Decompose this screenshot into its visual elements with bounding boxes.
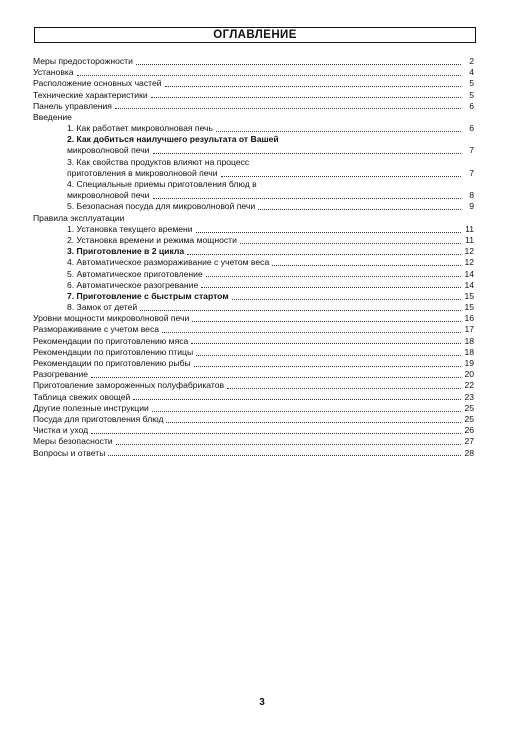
dot-leader — [206, 276, 461, 277]
toc-entry — [33, 280, 474, 291]
toc-entry — [33, 224, 474, 235]
toc-entry-label: 1. Установка текущего времени — [67, 223, 193, 234]
table-of-contents — [33, 56, 474, 459]
dot-leader — [136, 64, 461, 65]
dot-leader — [196, 355, 461, 356]
toc-entry — [33, 112, 474, 123]
toc-entry — [33, 90, 474, 101]
dot-leader — [192, 321, 461, 322]
toc-entry-label: Расположение основных частей — [33, 78, 162, 89]
toc-entry-page: 25 — [464, 413, 474, 424]
toc-entry-page: 6 — [469, 123, 474, 134]
toc-entry — [33, 392, 474, 403]
toc-entry-label: 1. Как работает микроволновая печь — [67, 123, 214, 134]
toc-entry-label: Меры предосторожности — [33, 55, 133, 66]
toc-entry-page: 14 — [464, 279, 474, 290]
toc-entry-label: Чистка и уход — [33, 425, 89, 436]
toc-entry-label: 3. Как свойства продуктов влияют на процесс — [67, 156, 250, 167]
toc-entry-page: 4 — [469, 67, 474, 78]
toc-entry — [33, 67, 474, 78]
toc-entry — [33, 336, 474, 347]
toc-entry — [33, 369, 474, 380]
toc-entry — [33, 179, 474, 190]
dot-leader — [162, 332, 461, 333]
dot-leader — [240, 243, 461, 244]
dot-leader — [221, 176, 461, 177]
page-number: 3 — [259, 697, 265, 708]
toc-entry — [33, 134, 474, 145]
dot-leader — [152, 411, 461, 412]
dot-leader — [201, 287, 461, 288]
toc-entry — [33, 123, 474, 134]
toc-entry-page: 7 — [469, 167, 474, 178]
toc-entry-page: 16 — [464, 313, 474, 324]
dot-leader — [153, 153, 462, 154]
toc-entry-label: Меры безопасности — [33, 436, 113, 447]
toc-entry-page: 5 — [469, 89, 474, 100]
toc-entry — [33, 313, 474, 324]
toc-entry — [33, 101, 474, 112]
toc-entry-label: микроволновой печи — [67, 145, 150, 156]
dot-leader — [91, 377, 461, 378]
toc-entry-page: 14 — [464, 268, 474, 279]
toc-entry-label: Установка — [33, 67, 74, 78]
toc-entry-label: Уровни мощности микроволновой печи — [33, 313, 190, 324]
toc-entry-label: 4. Автоматическое размораживание с учетом веса — [67, 257, 270, 268]
toc-entry-label: Другие полезные инструкции — [33, 402, 149, 413]
toc-entry-label: 5. Автоматическое приготовление — [67, 268, 203, 279]
toc-entry-label: Рекомендации по приготовлению мяса — [33, 335, 189, 346]
toc-entry — [33, 78, 474, 89]
toc-entry-page: 12 — [464, 257, 474, 268]
toc-entry-label: Рекомендации по приготовлению рыбы — [33, 358, 191, 369]
toc-entry-label: Приготовление замороженных полуфабрикатов — [33, 380, 225, 391]
dot-leader — [115, 108, 461, 109]
toc-entry-page: 8 — [469, 190, 474, 201]
toc-entry-label: 2. Установка времени и режима мощности — [67, 234, 237, 245]
toc-entry — [33, 269, 474, 280]
toc-entry — [33, 302, 474, 313]
toc-entry-page: 28 — [464, 447, 474, 458]
dot-leader — [196, 232, 461, 233]
toc-entry — [33, 157, 474, 168]
toc-entry-label: микроволновой печи — [67, 190, 150, 201]
toc-entry-page: 12 — [464, 246, 474, 257]
toc-entry — [33, 358, 474, 369]
toc-entry-label: Разогревание — [33, 369, 89, 380]
toc-entry-label: приготовления в микроволновой печи — [67, 167, 218, 178]
toc-entry-label: 8. Замок от детей — [67, 302, 138, 313]
dot-leader — [194, 366, 461, 367]
toc-entry-page: 20 — [464, 369, 474, 380]
toc-entry-page: 7 — [469, 145, 474, 156]
toc-entry-label: Технические характеристики — [33, 89, 148, 100]
toc-entry — [33, 403, 474, 414]
dot-leader — [116, 444, 461, 445]
dot-leader — [77, 75, 461, 76]
toc-entry-page: 27 — [464, 436, 474, 447]
toc-entry-page: 22 — [464, 380, 474, 391]
toc-entry — [33, 190, 474, 201]
toc-entry-label: 7. Приготовление с быстрым стартом — [67, 290, 229, 301]
toc-entry — [33, 291, 474, 302]
toc-entry — [33, 146, 474, 157]
toc-entry-label: Вопросы и ответы — [33, 447, 106, 458]
dot-leader — [232, 299, 461, 300]
toc-entry-page: 5 — [469, 78, 474, 89]
toc-entry-label: Таблица свежих овощей — [33, 391, 131, 402]
dot-leader — [187, 254, 461, 255]
dot-leader — [272, 265, 461, 266]
dot-leader — [166, 422, 461, 423]
toc-entry — [33, 56, 474, 67]
dot-leader — [153, 198, 462, 199]
toc-entry — [33, 436, 474, 447]
toc-entry-page: 25 — [464, 402, 474, 413]
toc-entry-page: 17 — [464, 324, 474, 335]
dot-leader — [165, 86, 461, 87]
toc-entry-page: 6 — [469, 100, 474, 111]
toc-entry — [33, 380, 474, 391]
toc-entry — [33, 168, 474, 179]
toc-entry-page: 18 — [464, 346, 474, 357]
toc-entry-page: 23 — [464, 391, 474, 402]
toc-entry-page: 11 — [465, 234, 474, 245]
toc-entry-page: 26 — [464, 425, 474, 436]
toc-entry-page: 15 — [464, 302, 474, 313]
dot-leader — [258, 209, 461, 210]
dot-leader — [133, 399, 461, 400]
toc-entry-page: 19 — [464, 358, 474, 369]
dot-leader — [91, 433, 461, 434]
toc-entry-label: Правила эксплуатации — [33, 212, 125, 223]
toc-entry-label: Введение — [33, 111, 72, 122]
toc-entry-page: 9 — [469, 201, 474, 212]
toc-entry — [33, 414, 474, 425]
toc-entry-label: 3. Приготовление в 2 цикла — [67, 246, 185, 257]
toc-entry — [33, 347, 474, 358]
toc-entry — [33, 448, 474, 459]
toc-entry — [33, 213, 474, 224]
toc-entry-label: Рекомендации по приготовлению птицы — [33, 346, 194, 357]
dot-leader — [227, 388, 461, 389]
dot-leader — [151, 97, 461, 98]
toc-title: ОГЛАВЛЕНИЕ — [34, 27, 476, 43]
dot-leader — [140, 310, 461, 311]
dot-leader — [108, 455, 461, 456]
toc-entry-label: 4. Специальные приемы приготовления блюд в — [67, 179, 257, 190]
dot-leader — [216, 131, 461, 132]
toc-entry-label: 2. Как добиться наилучшего результата от Вашей — [67, 134, 279, 145]
toc-entry — [33, 235, 474, 246]
toc-entry-page: 2 — [469, 55, 474, 66]
toc-entry-label: 5. Безопасная посуда для микроволновой печи — [67, 201, 256, 212]
toc-entry-page: 11 — [465, 223, 474, 234]
toc-entry — [33, 201, 474, 212]
dot-leader — [191, 343, 461, 344]
toc-entry-page: 18 — [464, 335, 474, 346]
toc-entry-page: 15 — [464, 290, 474, 301]
toc-entry-label: Панель управления — [33, 100, 112, 111]
toc-entry — [33, 246, 474, 257]
toc-entry-label: 6. Автоматическое разогревание — [67, 279, 199, 290]
toc-entry — [33, 425, 474, 436]
toc-entry — [33, 325, 474, 336]
toc-entry-label: Размораживание с учетом веса — [33, 324, 160, 335]
toc-entry — [33, 257, 474, 268]
toc-entry-label: Посуда для приготовления блюд — [33, 413, 164, 424]
